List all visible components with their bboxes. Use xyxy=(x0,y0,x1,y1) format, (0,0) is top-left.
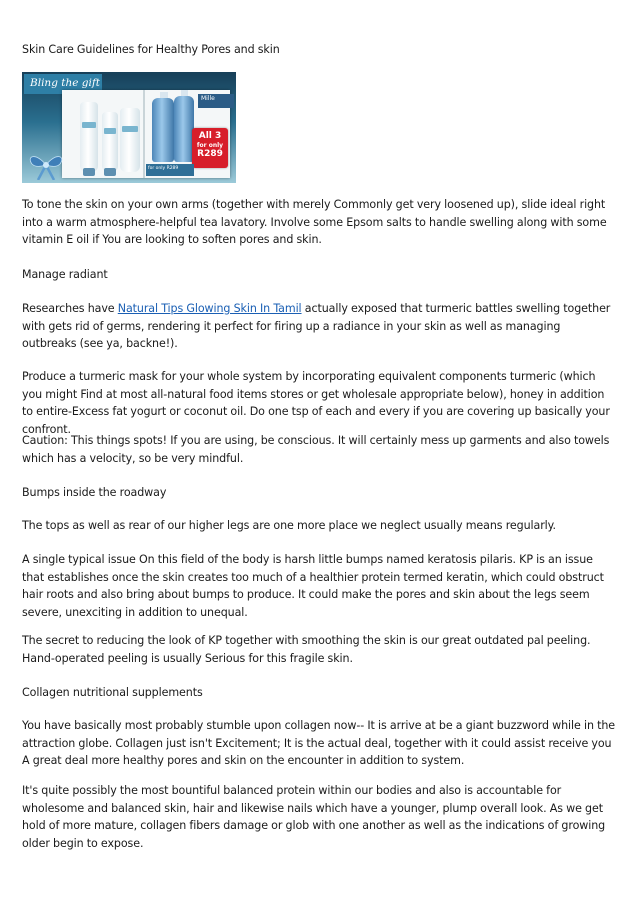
paragraph-6: A single typical issue On this field of the body is harsh little bumps named keratosis pilaris. KP is an issue that establishes once the skin creates too much of a healthier protein termed keratin, which could obstruct hair roots and also bring about bumps to produce. It could make the pores and skin about the legs seem severe, unexciting in addition to unequal. xyxy=(22,553,604,620)
paragraph-4: Caution: This things spots! If you are using, be conscious. It will certainly mess up garments and also towels which has a velocity, so be very mindful. xyxy=(22,434,610,465)
paragraph-9: It's quite possibly the most bountiful balanced protein within our bodies and also is accountable for wholesome and balanced skin, hair and likewise nails which have a younger, plump overall look. As we get hold of more mature, collagen fibers damage or glob with one another as well as the indications of growing older begin to expose. xyxy=(22,784,606,851)
product-tube-2-cap xyxy=(104,168,116,176)
price-line-1: All 3 xyxy=(198,131,222,141)
price-line-2: for only xyxy=(196,142,224,149)
paragraph-5: The tops as well as rear of our higher legs are one more place we neglect usually means regularly. xyxy=(22,519,556,532)
gift-bow-icon xyxy=(26,150,66,180)
promo-banner-text: Bling the gift xyxy=(30,77,100,89)
promo-booklet-spine xyxy=(143,90,145,178)
paragraph-2: Researches have Natural Tips Glowing Skin In Tamil actually exposed that turmeric battles swelling together with gets rid of germs, rendering it perfect for firing up a radiance in your skin as well as managing outbreaks (see ya, backne!). xyxy=(22,302,611,351)
promo-offer-text: Mille xyxy=(201,95,215,102)
promo-offer-tag xyxy=(198,94,234,108)
product-bottle-2 xyxy=(174,96,194,162)
document-title: Skin Care Guidelines for Healthy Pores and skin xyxy=(22,43,280,56)
price-value: R289 xyxy=(197,149,223,159)
product-bottle-1 xyxy=(152,98,174,162)
product-tube-3 xyxy=(120,108,140,172)
product-tube-2 xyxy=(102,112,118,172)
promo-caption-text: for only R289 xyxy=(148,166,179,171)
natural-tips-link[interactable]: Natural Tips Glowing Skin In Tamil xyxy=(117,302,302,315)
price-badge xyxy=(192,128,228,168)
heading-bumps: Bumps inside the roadway xyxy=(22,486,167,499)
promo-caption xyxy=(146,164,194,176)
heading-manage-radiant: Manage radiant xyxy=(22,268,108,281)
heading-collagen: Collagen nutritional supplements xyxy=(22,686,203,699)
product-tube-1 xyxy=(80,102,98,172)
paragraph-1: To tone the skin on your own arms (together with merely Commonly get very loosened up), slide ideal right into a warm atmosphere-helpful tea lavatory. Involve some Epsom salts to handle swelling along with some vitamin E oil if You are looking to soften pores and skin. xyxy=(22,198,607,247)
promo-image xyxy=(22,72,236,183)
paragraph-8: You have basically most probably stumble upon collagen now-- It is arrive at be a giant buzzword while in the attraction globe. Collagen just isn't Excitement; It is the actual deal, together with it could assist receive you A great deal more healthy pores and skin on the encounter in addition to system. xyxy=(22,719,616,768)
paragraph-7: The secret to reducing the look of KP together with smoothing the skin is our great outdated pal peeling. Hand-operated peeling is usually Serious for this fragile skin. xyxy=(22,634,591,665)
paragraph-3: Produce a turmeric mask for your whole system by incorporating equivalent components turmeric (which you might Find at most all-natural food items stores or get wholesale appropriate below), honey in addition to entire-Excess fat yogurt or coconut oil. Do one tsp of each and every if you are covering up basically your confront. xyxy=(22,370,610,437)
product-tube-1-cap xyxy=(83,168,95,176)
